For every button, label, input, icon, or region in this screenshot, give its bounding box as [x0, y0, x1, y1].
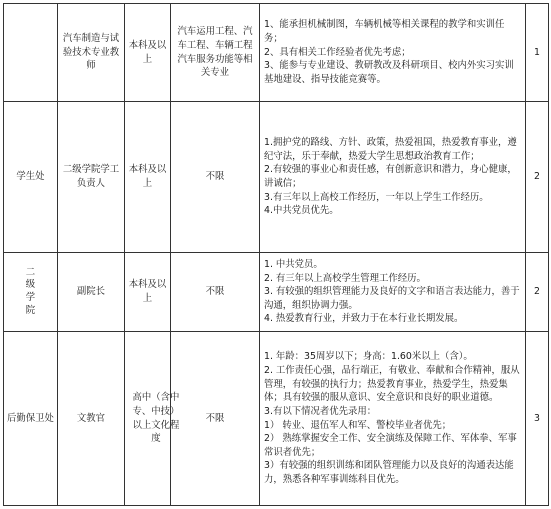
requirement-line: 1、能承担机械制图，车辆机械等相关课程的教学和实训任务；: [264, 19, 505, 45]
dept-cell: [4, 253, 58, 332]
table-row: [4, 4, 549, 102]
education-cell: 本科及以上: [125, 102, 171, 253]
table-row: [4, 332, 549, 506]
requirement-line: 3.有以下情况者优先录用：: [264, 405, 377, 417]
requirement-line: 2. 有三年以上高校学生管理工作经历。: [264, 272, 426, 284]
position-cell: 二级学院学工负责人: [58, 102, 125, 253]
dept-cell: 后勤保卫处: [4, 332, 58, 506]
dept-cell: 学生处: [4, 102, 58, 253]
count-cell: 1: [526, 4, 549, 102]
major-cell: 不限: [171, 253, 260, 332]
requirement-line: 4. 热爱教育行业，并致力于在本行业长期发展。: [264, 313, 464, 325]
education-cell: 本科及以上: [125, 4, 171, 102]
position-cell: 副院长: [58, 253, 125, 332]
requirement-line: 3）有较强的组织训练和团队管理能力以及良好的沟通表达能力，熟悉各种军事训练科目优先。: [264, 460, 514, 485]
requirement-line: 2. 工作责任心强，品行端正，有敬业、奉献和合作精神，服从管理，有较强的执行力；热爱教育事业，热爱学生，热爱集体；具有较强的服从意识、安全意识和良好的职业道德。: [264, 365, 520, 404]
education-label: 高中（含中专、中技）以上文化程度: [132, 392, 180, 445]
requirement-line: 1. 中共党员。: [264, 258, 323, 270]
requirement-line: 2.有较强的事业心和责任感，有创新意识和潜力，身心健康，讲诚信；: [264, 164, 517, 189]
requirements-cell: [260, 4, 526, 102]
count-cell: 2: [526, 253, 549, 332]
requirement-line: 3. 有较强的组织管理能力及良好的文字和语言表达能力，善于沟通，组织协调力强。: [264, 286, 520, 311]
education-cell: [125, 332, 180, 506]
recruitment-table: [3, 3, 549, 506]
requirement-line: 1. 年龄：35周岁以下；身高：1.60米以上（含）。: [264, 351, 473, 363]
requirement-line: 1.拥护党的路线、方针、政策，热爱祖国，热爱教育事业，遵纪守法，乐于奉献，热爱大学生思想政治教育工作；: [264, 137, 517, 162]
requirement-line: 4.中共党员优先。: [264, 205, 339, 217]
position-cell: 汽车制造与试验技术专业教师: [58, 4, 125, 102]
requirement-line: 1） 转业、退伍军人和军、警校毕业者优先；: [264, 419, 452, 431]
requirement-line: 3.有三年以上高校工作经历，一年以上学生工作经历。: [264, 191, 489, 203]
position-cell: 文教官: [58, 332, 125, 506]
requirements-cell: [260, 102, 526, 253]
major-cell: 不限: [171, 332, 260, 506]
dept-cell: [4, 4, 58, 102]
count-cell: 3: [526, 332, 549, 506]
major-cell: 汽车运用工程、汽车工程、车辆工程汽车服务功能等相关专业: [171, 4, 260, 102]
count-cell: 2: [526, 102, 549, 253]
major-cell: 不限: [171, 102, 260, 253]
requirement-line: 2） 熟练掌握安全工作、安全演练及保障工作、军体拳、军事常识者优先；: [264, 433, 517, 458]
requirement-line: 3、能参与专业建设、教研教改及科研项目、校内外实习实训基地建设、指导技能竞赛等。: [264, 60, 514, 85]
education-cell: 本科及以上: [125, 253, 171, 332]
requirements-cell: [260, 332, 526, 506]
requirement-line: 2、具有相关工作经验者优先考虑；: [264, 46, 411, 58]
table-row: [4, 253, 549, 332]
dept-label: 二级学院: [25, 266, 36, 316]
requirements-cell: [260, 253, 526, 332]
table-row: [4, 102, 549, 253]
